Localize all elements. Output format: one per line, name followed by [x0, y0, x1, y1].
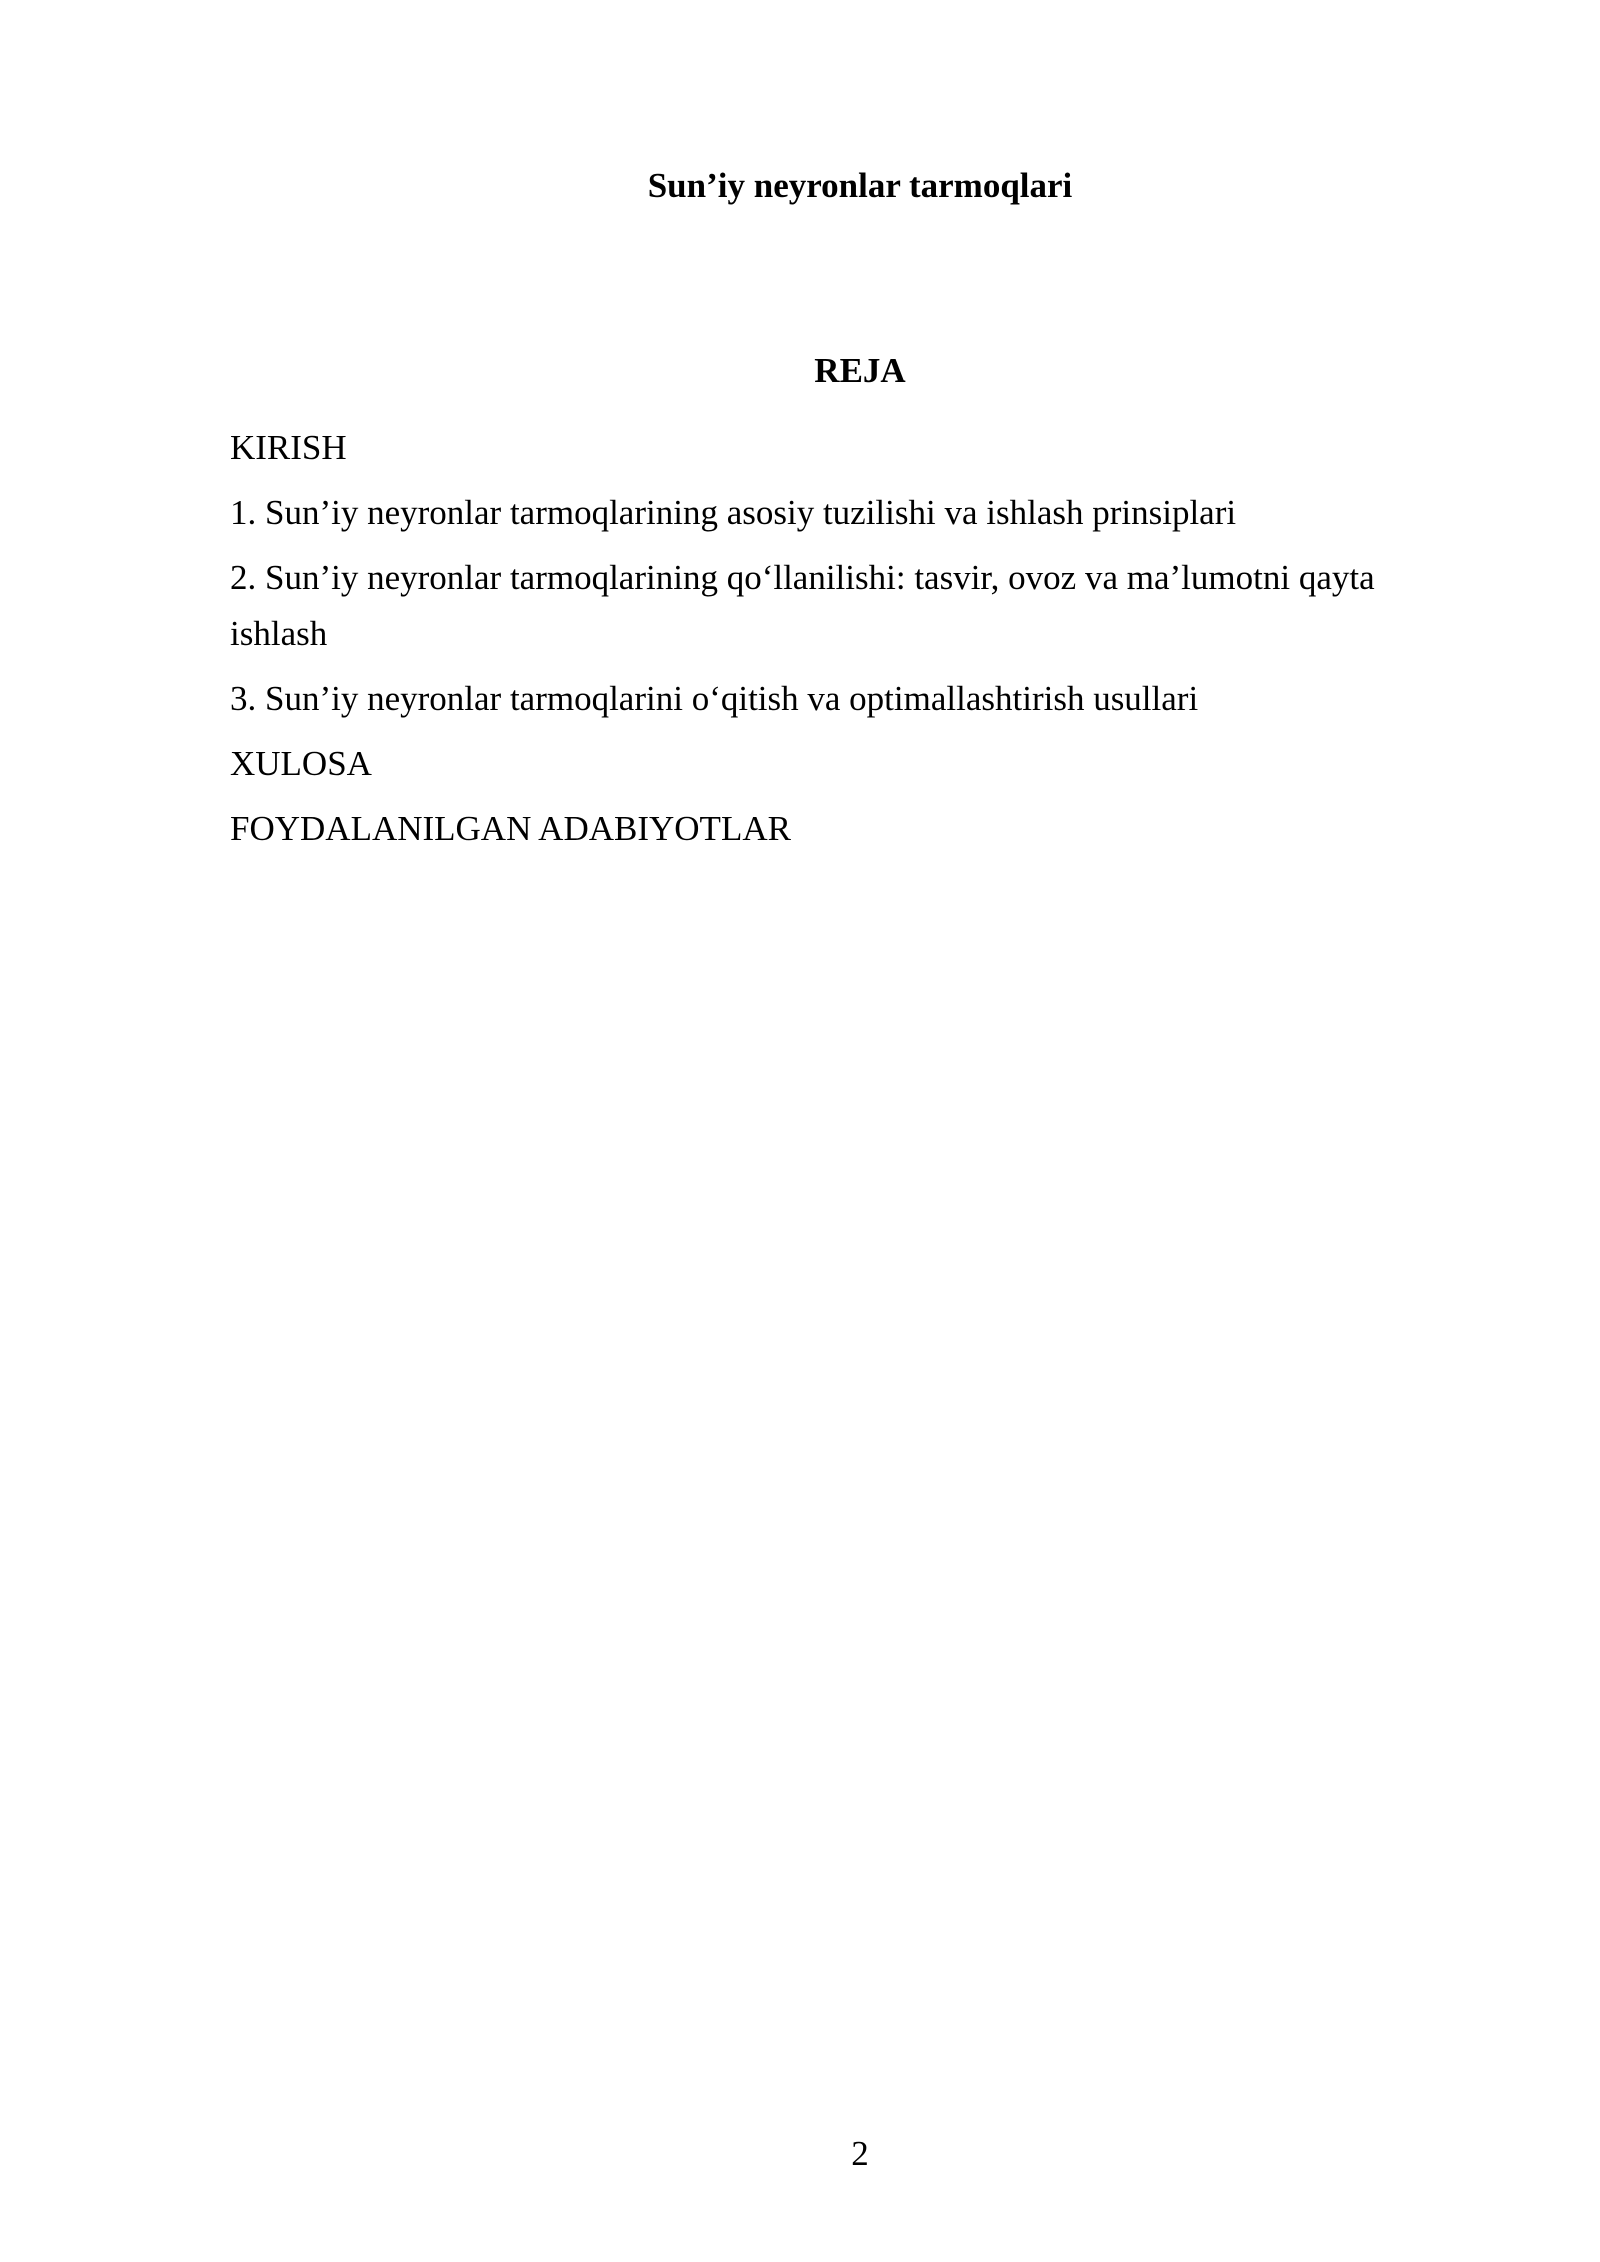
plan-heading: REJA	[814, 351, 906, 390]
plan-item-conclusion: XULOSA	[230, 744, 372, 783]
document-title: Sun’iy neyronlar tarmoqlari	[647, 166, 1073, 205]
page-number: 2	[851, 2134, 869, 2173]
plan-item-introduction: KIRISH	[230, 428, 347, 467]
plan-item-3: 3. Sun’iy neyronlar tarmoqlarini o‘qitish va optimallashtirish usullari	[230, 679, 1199, 718]
plan-list	[230, 420, 1470, 866]
plan-item-references: FOYDALANILGAN ADABIYOTLAR	[230, 809, 791, 848]
plan-item-2: 2. Sun’iy neyronlar tarmoqlarining qo‘llanilishi: tasvir, ovoz va ma’lumotni qayta ishlash	[230, 558, 1375, 653]
plan-item-1: 1. Sun’iy neyronlar tarmoqlarining asosiy tuzilishi va ishlash prinsiplari	[230, 493, 1237, 532]
